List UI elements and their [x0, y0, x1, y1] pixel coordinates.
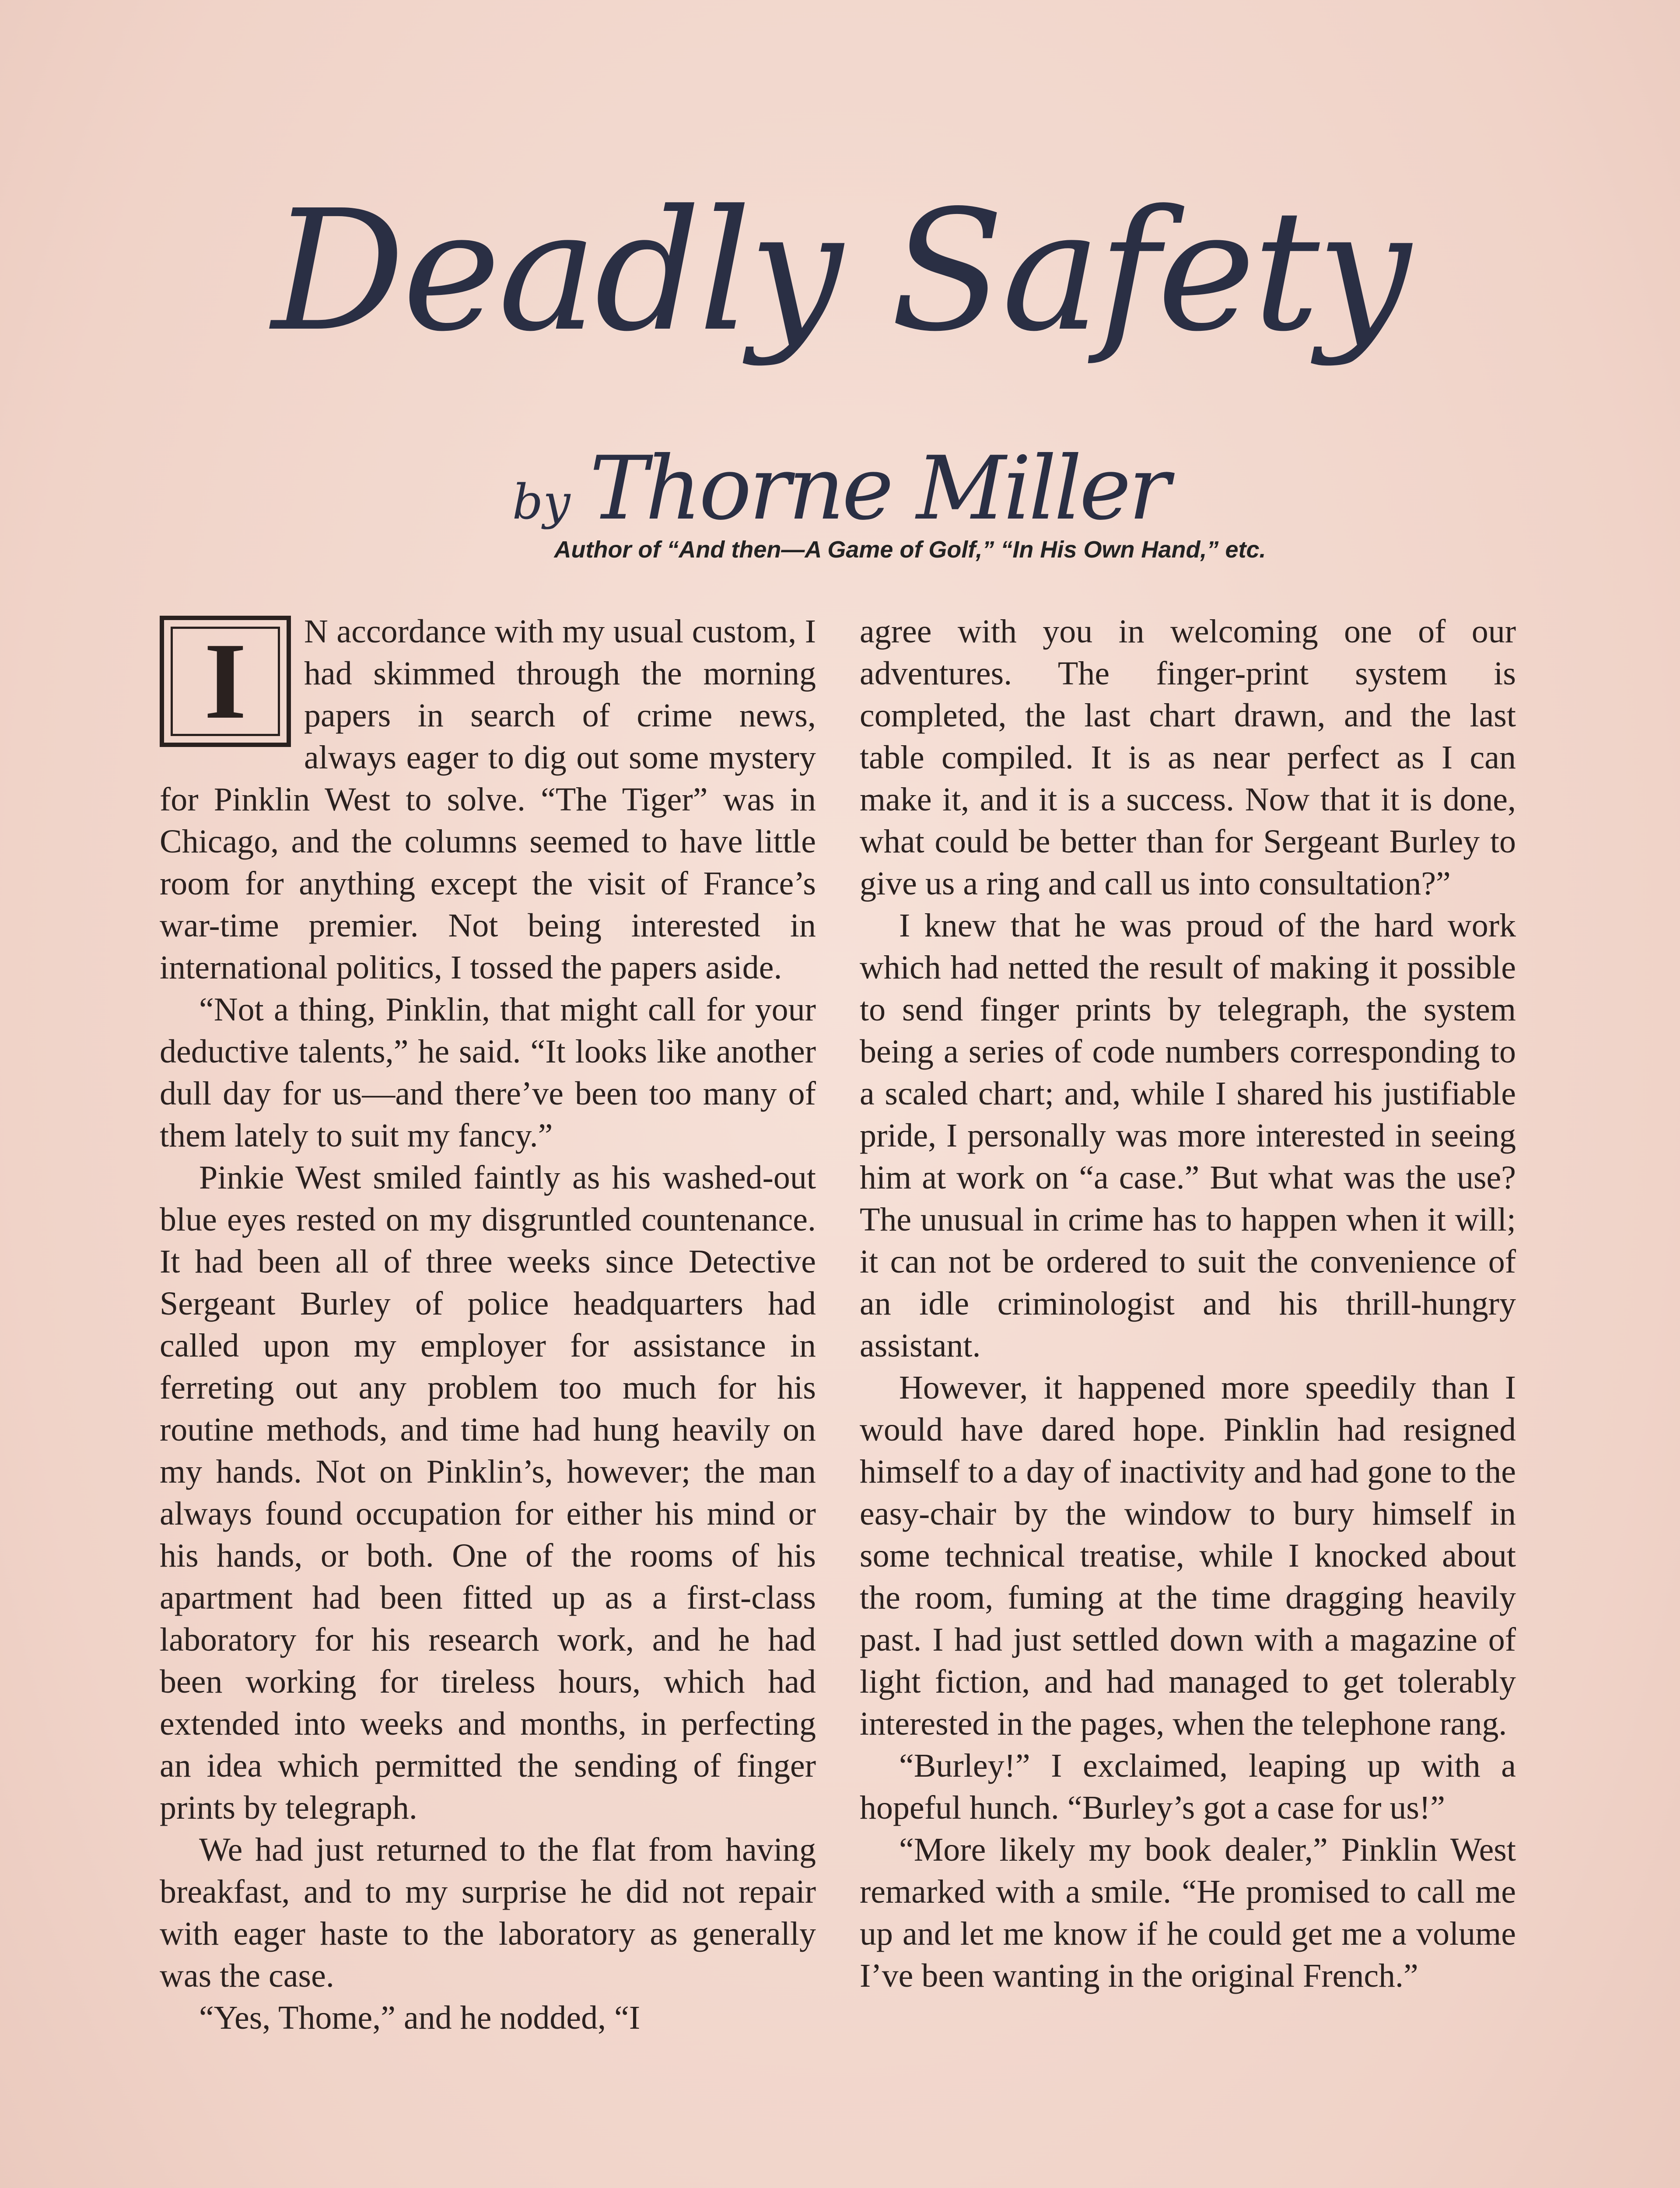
paragraph: However, it happened more speedily than I would have dared hope. Pinklin had resigned himself to a day of inactivity and had gone to the easy-chair by the window to bury himself in some technical treatise, while I knocked about the room, fuming at the time dragging heavily past. I had just settled down with a magazine of light fiction, and had managed to get tolerably interested in the pages, when the telephone rang.	[860, 1369, 1516, 1742]
paragraph: N accordance with my usual custom, I had skimmed through the morning papers in search of crime news, always eager to dig out some mystery for Pinklin West to solve. “The Tiger” was in Chicago, and the columns seemed to have little room for anything except the visit of France’s war-time premier. Not being interested in international politics, I tossed the papers aside.	[160, 613, 816, 986]
paragraph: “More likely my book dealer,” Pinklin West remarked with a smile. “He promised to call me up and let me know if he could get me a volume I’ve been wanting in the original French.”	[860, 1831, 1516, 1994]
paragraph: “Not a thing, Pinklin, that might call for your deductive talents,” he said. “It looks like another dull day for us—and there’ve been too many of them lately to suit my fancy.”	[160, 991, 816, 1154]
story-title: Deadly Safety	[271, 174, 1409, 368]
drop-cap	[160, 616, 291, 747]
paragraph: agree with you in welcoming one of our adventures. The finger-print system is completed, the last chart drawn, and the last table compiled. It is as near perfect as I can make it, and it is a success. Now that it is done, what could be better than for Sergeant Burley to give us a ring and call us into consultation?”	[860, 613, 1516, 902]
paragraph: We had just returned to the flat from having breakfast, and to my surprise he did not repair with eager haste to the laboratory as generally was the case.	[160, 1831, 816, 1994]
author-name: Thorne Miller	[589, 438, 1168, 540]
paragraph: Pinkie West smiled faintly as his washed-out blue eyes rested on my disgruntled countenance. It had been all of three weeks since Detective Sergeant Burley of police headquarters had called upon my employer for assistance in ferreting out any problem too much for his routine methods, and time had hung heavily on my hands. Not on Pinklin’s, however; the man always found occupation for either his mind or his hands, or both. One of the rooms of his apartment had been fitted up as a first-class laboratory for his research work, and he had been working for tireless hours, which had extended into weeks and months, in perfecting an idea which permitted the sending of finger prints by telegraph.	[160, 1159, 816, 1826]
byline-prefix: by	[512, 474, 570, 530]
byline	[0, 438, 1680, 540]
left-column	[160, 610, 816, 2039]
author-credits: Author of “And then—A Game of Golf,” “In His Own Hand,” etc.	[554, 536, 1266, 563]
right-column	[860, 610, 1516, 1997]
paragraph: I knew that he was proud of the hard work which had netted the result of making it possible to send finger prints by telegraph, the system being a series of code numbers corresponding to a scaled chart; and, while I shared his justifiable pride, I personally was more interested in seeing him at work on “a case.” But what was the use? The unusual in crime has to happen when it will; it can not be ordered to suit the convenience of an idle criminologist and his thrill-hungry assistant.	[860, 907, 1516, 1364]
paragraph: “Yes, Thome,” and he nodded, “I	[199, 1999, 640, 2036]
drop-cap-letter: I	[171, 627, 280, 736]
paragraph: “Burley!” I exclaimed, leaping up with a hopeful hunch. “Burley’s got a case for us!”	[860, 1747, 1516, 1826]
